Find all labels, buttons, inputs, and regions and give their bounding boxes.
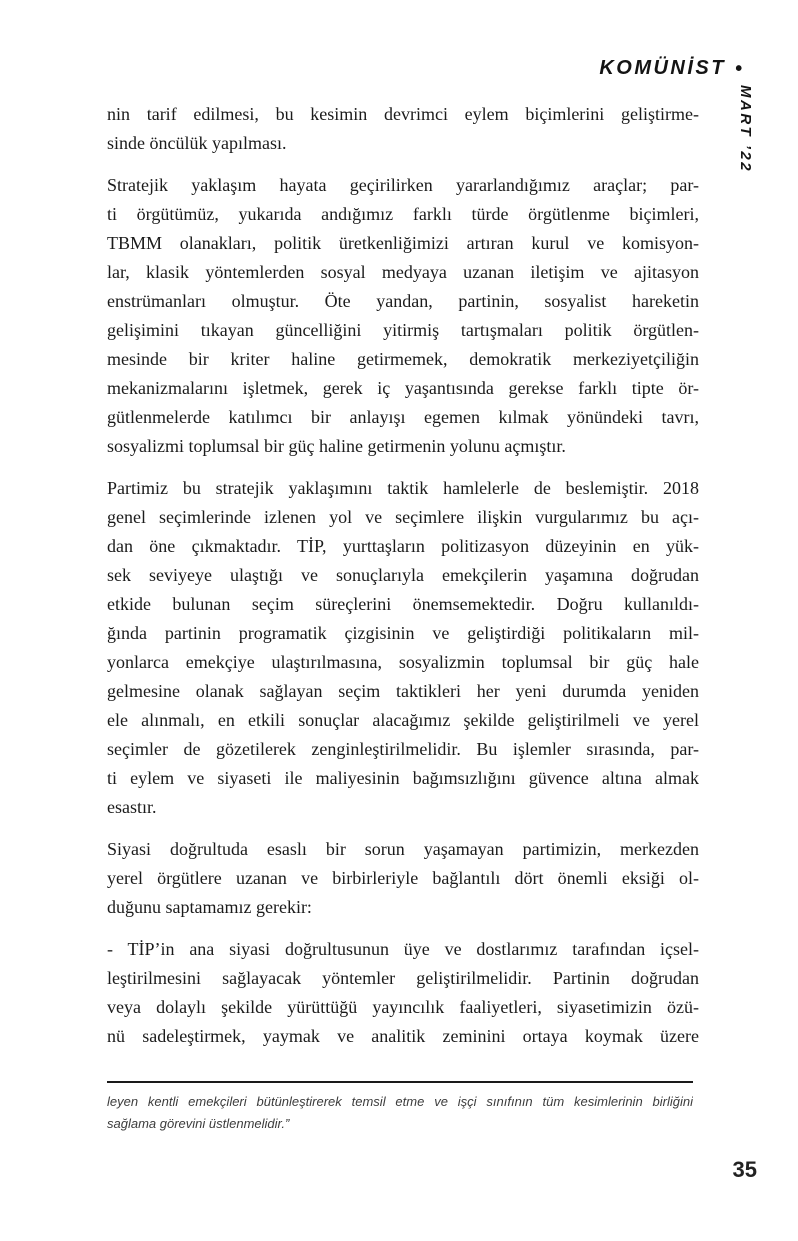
footnote xyxy=(107,1081,693,1135)
text-line: leyen kentli emekçileri bütünleştirerek temsil etme ve işçi sınıfının tüm kesimlerinin birliğini xyxy=(107,1094,693,1109)
text-line: Stratejik yaklaşım hayata geçirilirken yararlandığımız araçlar; par- xyxy=(107,175,699,195)
text-line: ti örgütümüz, yukarıda andığımız farklı türde örgütlenme biçimleri, xyxy=(107,204,699,224)
bullet-separator-icon: • xyxy=(734,57,742,80)
text-line: seçimler de gözetilerek zenginleştirilmelidir. Bu işlemler sırasında, par- xyxy=(107,739,699,759)
issue-date-vertical: MART ’22 xyxy=(737,85,754,174)
body-paragraph xyxy=(107,171,699,461)
text-line: TBMM olanakları, politik üretkenliğimizi artıran kurul ve komisyon- xyxy=(107,233,699,253)
text-line: yerel örgütlere uzanan ve birbirleriyle bağlantılı dört önemli eksiği ol- xyxy=(107,868,699,888)
masthead xyxy=(599,57,742,80)
body-paragraph xyxy=(107,474,699,822)
text-line: gütlenmelerde katılımcı bir anlayışı egemen kılmak yönündeki tavrı, xyxy=(107,407,699,427)
text-line: - TİP’in ana siyasi doğrultusunun üye ve dostlarımız tarafından içsel- xyxy=(107,939,699,959)
text-line: sinde öncülük yapılması. xyxy=(107,133,287,153)
text-line: Siyasi doğrultuda esaslı bir sorun yaşamayan partimizin, merkezden xyxy=(107,839,699,859)
text-line: enstrümanları olmuştur. Öte yandan, partinin, sosyalist hareketin xyxy=(107,291,699,311)
page-number: 35 xyxy=(732,1157,757,1182)
text-line: ele alınmalı, en etkili sonuçlar alacağımız şekilde geliştirilmeli ve yerel xyxy=(107,710,699,730)
journal-title: KOMÜNİST xyxy=(599,57,726,79)
text-line: gelmesine olanak sağlayan seçim taktikleri her yeni durumda yeniden xyxy=(107,681,699,701)
text-line: genel seçimlerinde izlenen yol ve seçimlere ilişkin vurgularımız bu açı- xyxy=(107,507,699,527)
text-line: sosyalizmi toplumsal bir güç haline getirmenin yolunu açmıştır. xyxy=(107,436,566,456)
text-line: esastır. xyxy=(107,797,157,817)
text-line: ğında partinin programatik çizgisinin ve geliştirdiği politikaların mil- xyxy=(107,623,699,643)
text-line: duğunu saptamamız gerekir: xyxy=(107,897,312,917)
body-paragraph xyxy=(107,100,699,158)
body-paragraph xyxy=(107,835,699,922)
text-line: etkide bulunan seçim süreçlerini önemsemektedir. Doğru kullanıldı- xyxy=(107,594,699,614)
text-line: Partimiz bu stratejik yaklaşımını taktik hamlelerle de beslemiştir. 2018 xyxy=(107,478,699,498)
text-line: nü sadeleştirmek, yaymak ve analitik zeminini ortaya koymak üzere xyxy=(107,1026,699,1046)
text-line: sek seviyeye ulaştığı ve sonuçlarıyla emekçilerin yaşamına doğrudan xyxy=(107,565,699,585)
text-line: yonlarca emekçiye ulaştırılmasına, sosyalizmin toplumsal bir güç hale xyxy=(107,652,699,672)
text-line: leştirilmesini sağlayacak yöntemler geliştirilmelidir. Partinin doğrudan xyxy=(107,968,699,988)
text-line: nin tarif edilmesi, bu kesimin devrimci eylem biçimlerini geliştirme- xyxy=(107,104,699,124)
text-line: sağlama görevini üstlenmelidir.” xyxy=(107,1116,290,1131)
body-text-column xyxy=(107,100,699,1064)
text-line: gelişimini tıkayan güncelliğini yitirmiş tartışmaları politik örgütlen- xyxy=(107,320,699,340)
body-paragraph xyxy=(107,935,699,1051)
text-line: dan öne çıkmaktadır. TİP, yurttaşların politizasyon düzeyinin en yük- xyxy=(107,536,699,556)
footnote-text xyxy=(107,1091,693,1135)
text-line: mekanizmalarını işletmek, gerek iç yaşantısında gerekse farklı tipte ör- xyxy=(107,378,699,398)
text-line: veya dolaylı şekilde yürüttüğü yayıncılık faaliyetleri, siyasetimizin özü- xyxy=(107,997,699,1017)
text-line: lar, klasik yöntemlerden sosyal medyaya uzanan iletişim ve ajitasyon xyxy=(107,262,699,282)
text-line: mesinde bir kriter haline getirmemek, demokratik merkeziyetçiliğin xyxy=(107,349,699,369)
text-line: ti eylem ve siyaseti ile maliyesinin bağımsızlığını güvence altına almak xyxy=(107,768,699,788)
footnote-divider xyxy=(107,1081,693,1083)
